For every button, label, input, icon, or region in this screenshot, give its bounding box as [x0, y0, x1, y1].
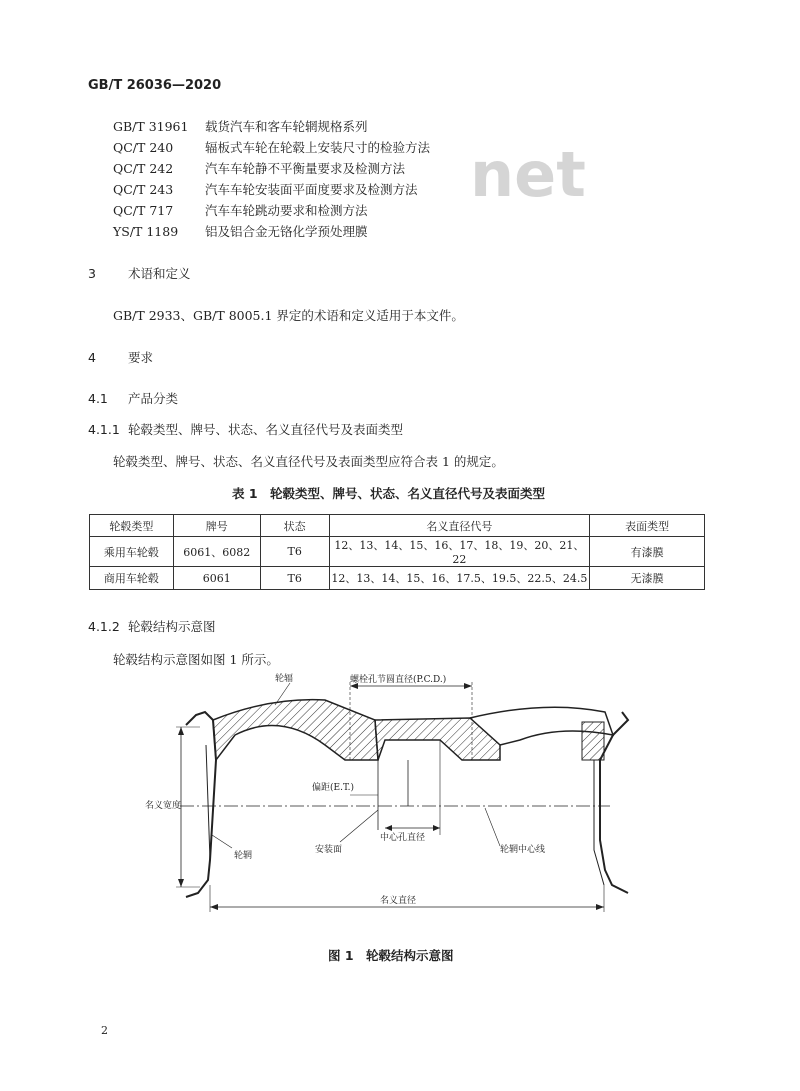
- reference-code: GB/T 31961: [113, 119, 189, 134]
- table-cell: 6061: [173, 567, 260, 590]
- section-number: 3: [88, 266, 96, 281]
- reference-item: [113, 138, 430, 156]
- section-number: 4.1: [88, 391, 108, 406]
- table-cell: T6: [260, 567, 329, 590]
- reference-title: 铝及铝合金无铬化学预处理膜: [205, 224, 368, 239]
- reference-item: [113, 159, 405, 177]
- reference-code: QC/T 243: [113, 182, 174, 197]
- table-cell: 无漆膜: [590, 567, 705, 590]
- table-1-caption: 表 1 轮毂类型、牌号、状态、名义直径代号及表面类型: [232, 486, 546, 501]
- reference-title: 辐板式车轮在轮毂上安装尺寸的检验方法: [205, 140, 431, 155]
- label-pcd: 螺栓孔节圆直径(P.C.D.): [350, 675, 447, 685]
- reference-code: QC/T 242: [113, 161, 174, 176]
- table-row: [90, 537, 705, 567]
- label-nominal-width: 名义宽度: [145, 801, 182, 811]
- section-4-1-1-heading: [88, 420, 403, 438]
- reference-title: 汽车车轮跳动要求和检测方法: [205, 203, 368, 218]
- watermark: net: [470, 138, 586, 211]
- hub-section: [375, 718, 500, 760]
- label-offset: 偏距(E.T.): [312, 783, 354, 793]
- table-cell: 乘用车轮毂: [90, 537, 174, 567]
- table-cell: 6061、6082: [173, 537, 260, 567]
- standard-header: GB/T 26036—2020: [88, 78, 222, 93]
- reference-code: QC/T 717: [113, 203, 174, 218]
- reference-code: QC/T 240: [113, 140, 174, 155]
- table-cell: T6: [260, 537, 329, 567]
- section-number: 4.1.2: [88, 619, 120, 634]
- table-1: [89, 514, 705, 590]
- reference-code: YS/T 1189: [113, 224, 179, 239]
- reference-item: [113, 117, 368, 135]
- table-cell: 12、13、14、15、16、17、18、19、20、21、22: [329, 537, 590, 567]
- table-cell: 有漆膜: [590, 537, 705, 567]
- label-spoke: 轮辐: [275, 674, 294, 684]
- section-title: 要求: [128, 350, 154, 365]
- section-3-heading: [88, 264, 191, 282]
- figure-1-caption: 图 1 轮毂结构示意图: [328, 948, 454, 963]
- table-cell: 商用车轮毂: [90, 567, 174, 590]
- section-title: 产品分类: [128, 391, 179, 406]
- table-header-cell: 状态: [260, 515, 329, 537]
- section-4-1-heading: [88, 389, 178, 407]
- reference-title: 载货汽车和客车轮辋规格系列: [205, 119, 368, 134]
- table-header-row: [90, 515, 705, 537]
- section-4-1-2-heading: [88, 617, 216, 635]
- label-rim: 轮辋: [234, 851, 253, 861]
- reference-item: [113, 222, 368, 240]
- table-header-cell: 名义直径代号: [329, 515, 590, 537]
- section-4-1-1-text: 轮毂类型、牌号、状态、名义直径代号及表面类型应符合表 1 的规定。: [113, 454, 504, 469]
- table-header-cell: 牌号: [173, 515, 260, 537]
- label-mounting-face: 安装面: [315, 845, 343, 855]
- table-row: [90, 567, 705, 590]
- table-header-cell: 表面类型: [590, 515, 705, 537]
- section-title: 术语和定义: [128, 266, 191, 281]
- section-4-heading: [88, 348, 153, 366]
- left-rim-profile: [186, 712, 216, 897]
- section-3-text: GB/T 2933、GB/T 8005.1 界定的术语和定义适用于本文件。: [113, 308, 464, 323]
- reference-item: [113, 201, 368, 219]
- section-number: 4: [88, 350, 96, 365]
- table-header-cell: 轮毂类型: [90, 515, 174, 537]
- spoke-section-left: [213, 700, 378, 760]
- section-number: 4.1.1: [88, 422, 120, 437]
- section-4-1-2-text: 轮毂结构示意图如图 1 所示。: [113, 652, 279, 667]
- section-title: 轮毂类型、牌号、状态、名义直径代号及表面类型: [128, 422, 404, 437]
- wheel-hub-diagram: [130, 665, 650, 915]
- reference-title: 汽车车轮静不平衡量要求及检测方法: [205, 161, 406, 176]
- label-rim-centerline: 轮辋中心线: [500, 845, 546, 855]
- label-center-bore: 中心孔直径: [380, 833, 426, 843]
- reference-title: 汽车车轮安装面平面度要求及检测方法: [205, 182, 418, 197]
- table-cell: 12、13、14、15、16、17.5、19.5、22.5、24.5: [329, 567, 590, 590]
- label-nominal-diameter: 名义直径: [380, 896, 417, 906]
- reference-item: [113, 180, 418, 198]
- page-number: 2: [101, 1024, 108, 1037]
- section-title: 轮毂结构示意图: [128, 619, 216, 634]
